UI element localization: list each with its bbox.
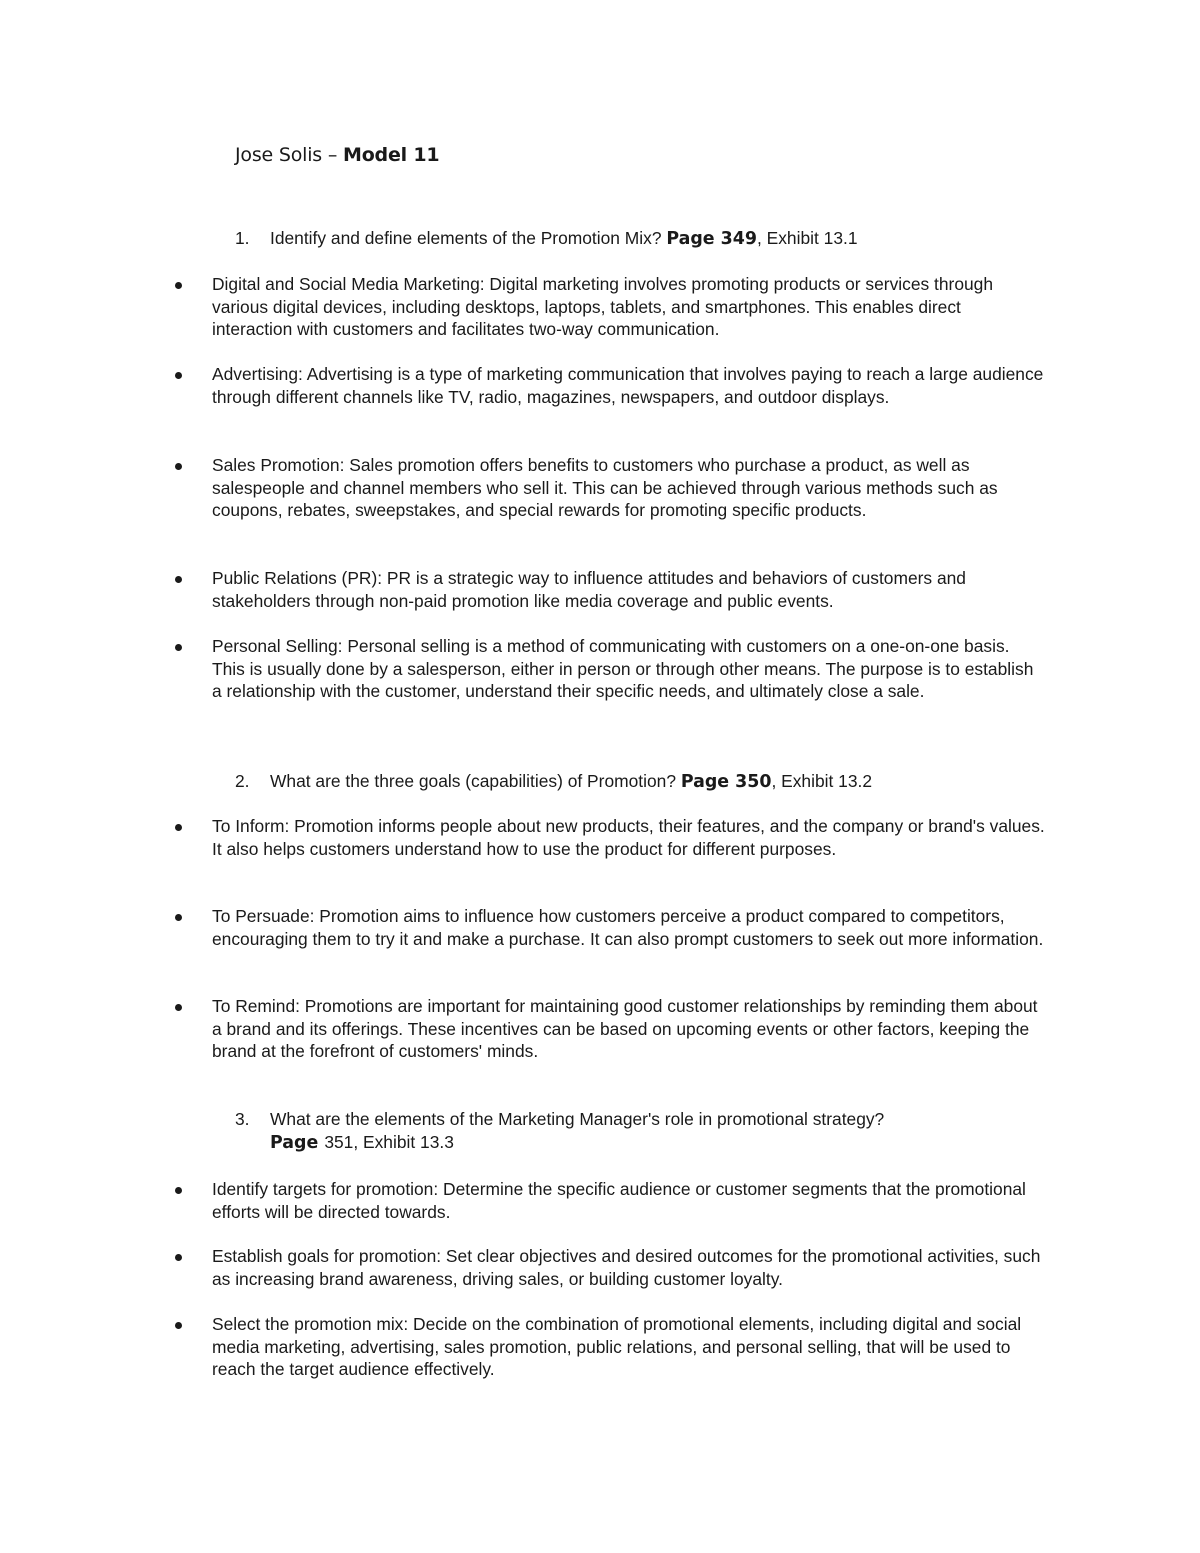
list-item — [175, 454, 1045, 522]
question-text — [270, 770, 1035, 794]
title-model: Model 11 — [342, 144, 440, 166]
bullet-dot-icon — [175, 1004, 182, 1011]
list-item — [175, 567, 1045, 612]
list-item — [175, 1178, 1045, 1223]
list-item — [175, 273, 1045, 341]
list-item-text: Sales Promotion: Sales promotion offers benefits to customers who purchase a product, as well as salespeople and channel members who sell it. This can be achieved through various methods such as coupons, rebates, sweepstakes, and special rewards for promoting specific products. — [212, 455, 998, 521]
question-text — [270, 1108, 925, 1155]
list-item — [175, 1313, 1045, 1381]
list-item — [175, 363, 1045, 408]
bullet-dot-icon — [175, 282, 182, 289]
list-item-text: To Inform: Promotion informs people about new products, their features, and the company or brand's values. It also helps customers understand how to use the product for different purposes. — [212, 816, 1045, 859]
list-item-text: Digital and Social Media Marketing: Digital marketing involves promoting products or services through various digital devices, including desktops, laptops, tablets, and smartphones. This enables direct interaction with customers and facilitates two-way communication. — [212, 274, 994, 340]
bullet-dot-icon — [175, 372, 182, 379]
question-text — [270, 227, 1035, 251]
list-item-text: Establish goals for promotion: Set clear objectives and desired outcomes for the promotional activities, such as increasing brand awareness, driving sales, or building customer loyalty. — [212, 1246, 1041, 1289]
list-item-text: Advertising: Advertising is a type of marketing communication that involves paying to reach a large audience through different channels like TV, radio, magazines, newspapers, and outdoor displays. — [212, 364, 1044, 407]
question-body: Identify and define elements of the Promotion Mix? — [270, 228, 667, 248]
bullet-dot-icon — [175, 1322, 182, 1329]
question-number: 1. — [235, 228, 250, 248]
list-item-text: Identify targets for promotion: Determine the specific audience or customer segments that the promotional efforts will be directed towards. — [212, 1179, 1026, 1222]
bullet-dot-icon — [175, 1254, 182, 1261]
exhibit-reference: 351, Exhibit 13.3 — [324, 1132, 454, 1152]
exhibit-reference: , Exhibit 13.1 — [756, 228, 858, 248]
question-2 — [235, 770, 1035, 794]
list-item — [175, 635, 1045, 703]
question-number: 2. — [235, 771, 250, 791]
list-item — [175, 815, 1045, 860]
exhibit-reference: , Exhibit 13.2 — [771, 771, 872, 791]
page-reference: Page — [270, 1133, 325, 1153]
bullet-dot-icon — [175, 576, 182, 583]
bullet-dot-icon — [175, 1187, 182, 1194]
bullet-dot-icon — [175, 644, 182, 651]
list-item-text: Select the promotion mix: Decide on the combination of promotional elements, including digital and social media marketing, advertising, sales promotion, public relations, and personal selling, that will be used to reach the target audience effectively. — [212, 1314, 1022, 1380]
bullet-dot-icon — [175, 463, 182, 470]
bullet-dot-icon — [175, 914, 182, 921]
list-item-text: Public Relations (PR): PR is a strategic way to influence attitudes and behaviors of customers and stakeholders through non-paid promotion like media coverage and public events. — [212, 568, 966, 611]
bullet-dot-icon — [175, 824, 182, 831]
question-number: 3. — [235, 1109, 250, 1129]
question-1 — [235, 227, 1035, 251]
list-item-text: To Persuade: Promotion aims to influence how customers perceive a product compared to competitors, encouraging them to try it and make a purchase. It can also prompt customers to seek out more information. — [212, 906, 1044, 949]
page-reference: Page 349 — [666, 229, 757, 249]
document-title — [235, 144, 439, 166]
question-3 — [235, 1108, 925, 1155]
list-item — [175, 995, 1045, 1063]
list-item-text: To Remind: Promotions are important for maintaining good customer relationships by reminding them about a brand and its offerings. These incentives can be based on upcoming events or other factors, keeping the brand at the forefront of customers' minds. — [212, 996, 1038, 1062]
title-name: Jose Solis – — [235, 144, 343, 166]
question-body: What are the elements of the Marketing Manager's role in promotional strategy? — [270, 1109, 885, 1129]
list-item — [175, 905, 1045, 950]
question-body: What are the three goals (capabilities) of Promotion? — [270, 771, 681, 791]
page-reference: Page 350 — [680, 772, 772, 792]
list-item — [175, 1245, 1045, 1290]
list-item-text: Personal Selling: Personal selling is a method of communicating with customers on a one-on-one basis. This is usually done by a salesperson, either in person or through other means. The purpose is to establish a relationship with the customer, understand their specific needs, and ultimately close a sale. — [212, 636, 1034, 702]
